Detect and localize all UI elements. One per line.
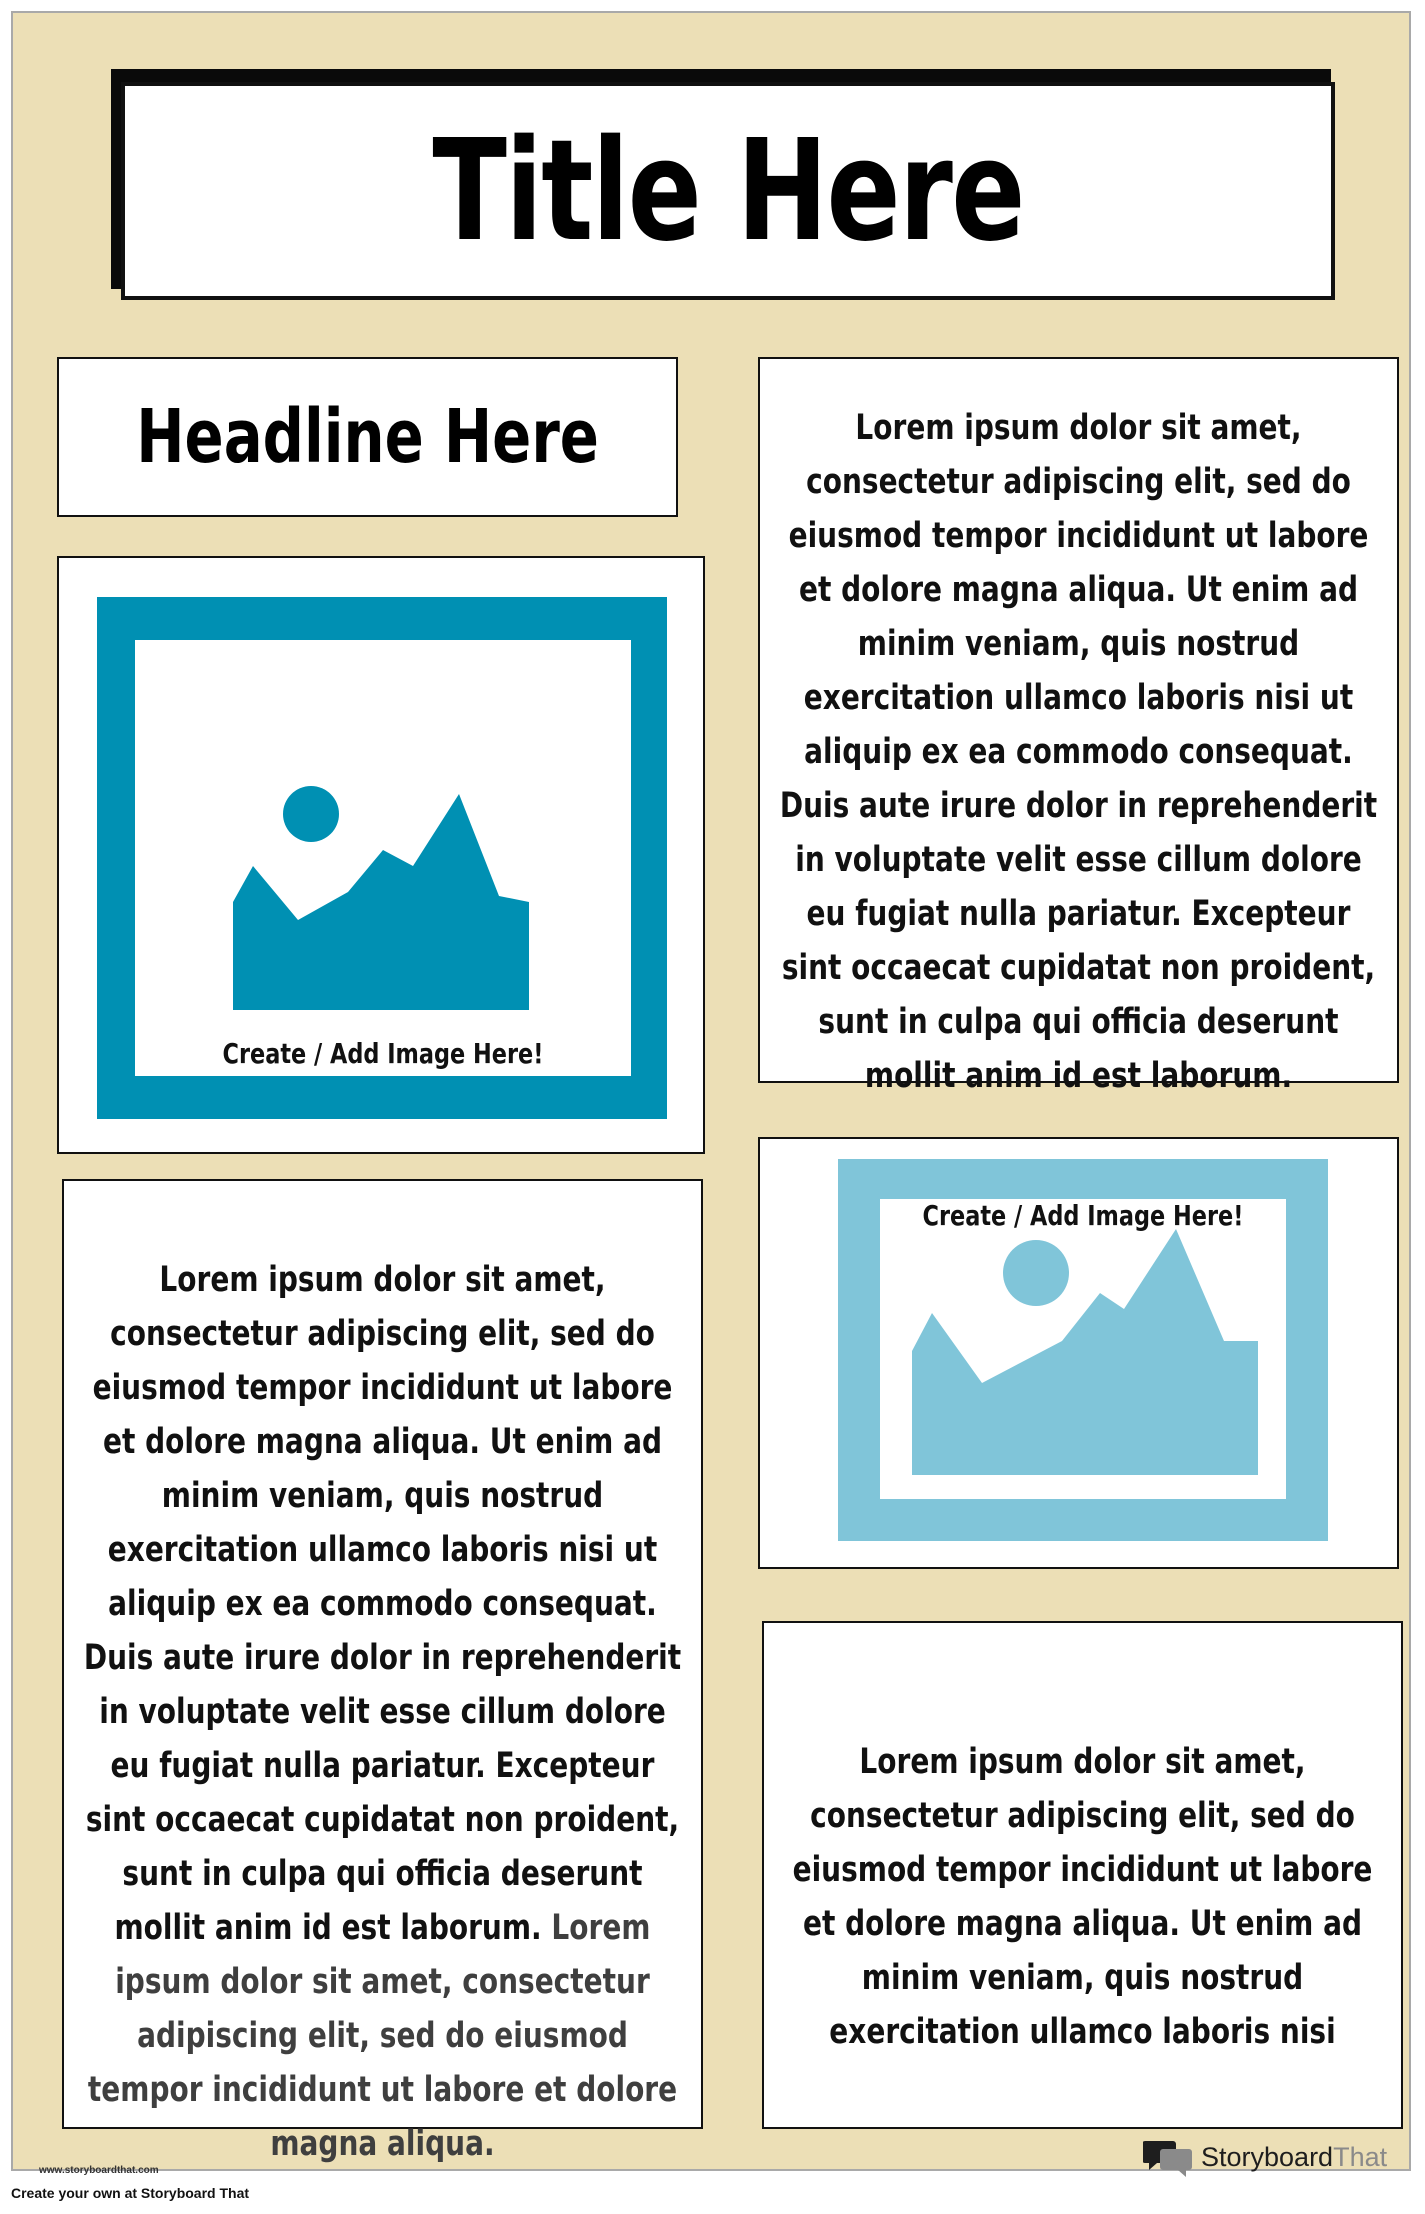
- speech-bubbles-icon: [1143, 2137, 1193, 2177]
- watermark-url: www.storyboardthat.com: [39, 2165, 159, 2176]
- footer-tagline[interactable]: Create your own at Storyboard That: [11, 2185, 250, 2201]
- image-box-primary[interactable]: [57, 556, 705, 1154]
- poster-title: Title Here: [432, 109, 1024, 273]
- image-placeholder-primary: [135, 640, 631, 1076]
- body-text-top-right: Lorem ipsum dolor sit amet, consectetur adipiscing elit, sed do eiusmod tempor incididunt ut labore et dolore magna aliqua. Ut enim ad minim veniam, quis nostrud exercitation ullamco laboris nisi ut aliquip ex ea commodo consequat. Duis aute irure dolor in reprehenderit in voluptate velit esse cillum dolore eu fugiat nulla pariatur. Excepteur sint occaecat cupidatat non proident, sunt in culpa qui officia deserunt mollit anim id est laborum.: [779, 408, 1378, 1096]
- text-box-bottom-left[interactable]: [62, 1179, 703, 2164]
- brand-name: [1201, 2142, 1387, 2173]
- body-text-bottom-left: [80, 1253, 686, 2171]
- body-text-bottom-left-extra: Lorem ipsum dolor sit amet, consectetur adipiscing elit, sed do eiusmod tempor incididunt ut labore et dolore magna aliqua.: [87, 1908, 678, 2164]
- text-box-top-right[interactable]: [758, 357, 1399, 1096]
- poster-canvas: [11, 11, 1411, 2176]
- title-box[interactable]: [121, 82, 1335, 300]
- body-text-bottom-right: Lorem ipsum dolor sit amet, consectetur adipiscing elit, sed do eiusmod tempor incididunt ut labore et dolore magna aliqua. Ut enim ad minim veniam, quis nostrud exercitation ullamco laboris nisi: [792, 1742, 1373, 2052]
- headline-box[interactable]: [57, 357, 678, 517]
- image-frame-secondary: [838, 1159, 1328, 1541]
- image-landscape-icon: [912, 1229, 1258, 1475]
- storyboardthat-logo[interactable]: [1143, 2137, 1387, 2177]
- image-landscape-icon: [233, 780, 533, 1010]
- text-box-bottom-right[interactable]: [762, 1621, 1403, 2129]
- image-placeholder-secondary: [880, 1199, 1286, 1499]
- brand-light: That: [1333, 2141, 1388, 2172]
- body-text-bottom-left-main: Lorem ipsum dolor sit amet, consectetur adipiscing elit, sed do eiusmod tempor incididunt ut labore et dolore magna aliqua. Ut enim ad minim veniam, quis nostrud exercitation ullamco laboris nisi ut aliquip ex ea commodo consequat. Duis aute irure dolor in reprehenderit in voluptate velit esse cillum dolore eu fugiat nulla pariatur. Excepteur sint occaecat cupidatat non proident, sunt in culpa qui officia deserunt mollit anim id est laborum.: [83, 1260, 682, 1948]
- brand-dark: Storyboard: [1201, 2141, 1334, 2172]
- image-box-secondary[interactable]: [758, 1137, 1399, 1569]
- image-caption-primary: Create / Add Image Here!: [222, 1037, 544, 1070]
- image-frame-primary: [97, 597, 667, 1119]
- headline: Headline Here: [136, 394, 599, 480]
- image-caption-secondary: Create / Add Image Here!: [922, 1199, 1244, 1232]
